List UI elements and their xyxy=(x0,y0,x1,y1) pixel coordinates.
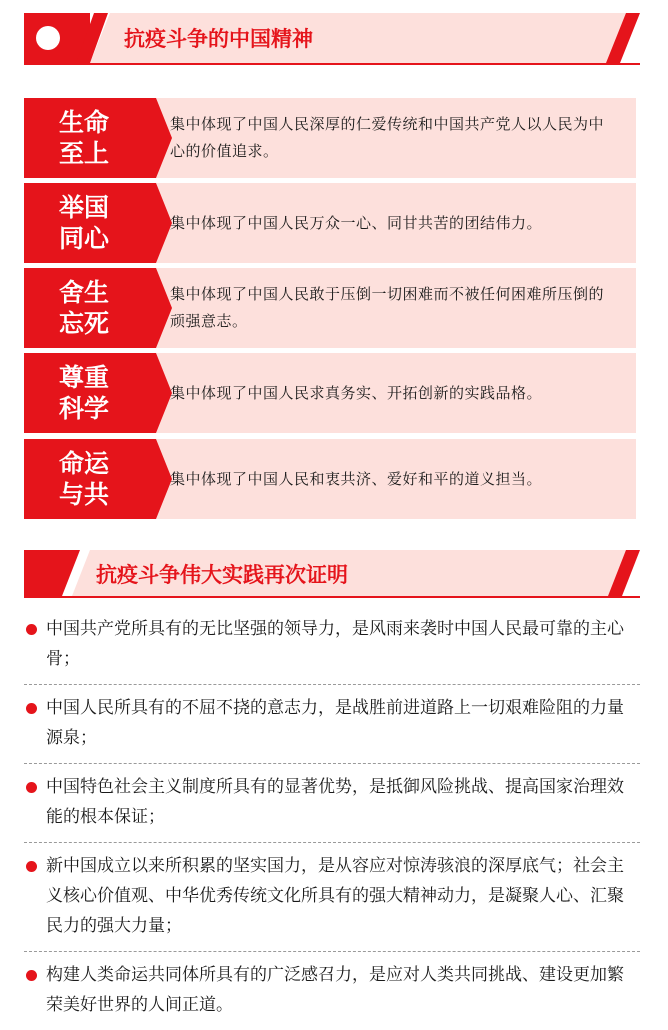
spirit-label xyxy=(24,98,144,178)
spirit-label xyxy=(24,268,144,348)
spirit-description: 集中体现了中国人民敢于压倒一切困难而不被任何困难所压倒的顽强意志。 xyxy=(170,285,605,330)
spirit-label-line2: 科学 xyxy=(58,394,109,423)
list-item xyxy=(24,843,640,952)
spirit-label-line2: 同心 xyxy=(58,224,109,253)
spirit-label-line2: 忘死 xyxy=(58,309,109,338)
spirit-row xyxy=(24,98,636,178)
list-item-text: 新中国成立以来所积累的坚实国力，是从容应对惊涛骇浪的深厚底气；社会主义核心价值观、中华优秀传统文化所具有的强大精神动力，是凝聚人心、汇聚民力的强大力量； xyxy=(46,856,624,936)
spirit-label xyxy=(24,183,144,263)
spirit-label-line1: 舍生 xyxy=(58,278,109,307)
section-header-proof xyxy=(24,550,640,596)
spirit-label-line2: 至上 xyxy=(58,139,109,168)
spirit-label-line2: 与共 xyxy=(58,480,109,509)
bullet-dot-icon xyxy=(26,861,37,872)
list-item xyxy=(24,764,640,843)
spirit-description: 集中体现了中国人民和衷共济、爱好和平的道义担当。 xyxy=(170,469,543,488)
header-red-block xyxy=(24,550,80,596)
list-item-text: 构建人类命运共同体所具有的广泛感召力，是应对人类共同挑战、建设更加繁荣美好世界的人间正道。 xyxy=(46,965,624,1015)
header-underline xyxy=(24,596,640,598)
spirit-label-line1: 尊重 xyxy=(58,363,109,392)
spirit-row xyxy=(24,268,636,348)
section-header-spirit xyxy=(24,13,640,63)
spirit-description: 集中体现了中国人民求真务实、开拓创新的实践品格。 xyxy=(170,383,543,402)
list-item-text: 中国特色社会主义制度所具有的显著优势，是抵御风险挑战、提高国家治理效能的根本保证； xyxy=(46,777,624,827)
list-item xyxy=(24,952,640,1030)
circle-icon xyxy=(36,26,60,50)
spirit-label xyxy=(24,353,144,433)
spirit-description: 集中体现了中国人民万众一心、同甘共苦的团结伟力。 xyxy=(170,213,543,232)
list-item-text: 中国共产党所具有的无比坚强的领导力，是风雨来袭时中国人民最可靠的主心骨； xyxy=(46,619,624,669)
list-item xyxy=(24,606,640,685)
proof-list xyxy=(24,606,640,1030)
spirit-row xyxy=(24,353,636,433)
list-item-text: 中国人民所具有的不屈不挠的意志力，是战胜前进道路上一切艰难险阻的力量源泉； xyxy=(46,698,624,748)
spirit-label xyxy=(24,439,144,519)
section-title: 抗疫斗争的中国精神 xyxy=(124,27,313,51)
list-item xyxy=(24,685,640,764)
spirit-label-line1: 命运 xyxy=(58,449,109,478)
section-title: 抗疫斗争伟大实践再次证明 xyxy=(96,563,348,587)
bullet-dot-icon xyxy=(26,624,37,635)
spirit-label-line1: 生命 xyxy=(58,108,109,137)
bullet-dot-icon xyxy=(26,703,37,714)
header-underline xyxy=(24,63,640,65)
spirit-row xyxy=(24,183,636,263)
spirit-label-line1: 举国 xyxy=(58,193,109,222)
bullet-dot-icon xyxy=(26,782,37,793)
spirit-row xyxy=(24,439,636,519)
bullet-dot-icon xyxy=(26,970,37,981)
spirit-description: 集中体现了中国人民深厚的仁爱传统和中国共产党人以人民为中心的价值追求。 xyxy=(170,115,605,160)
